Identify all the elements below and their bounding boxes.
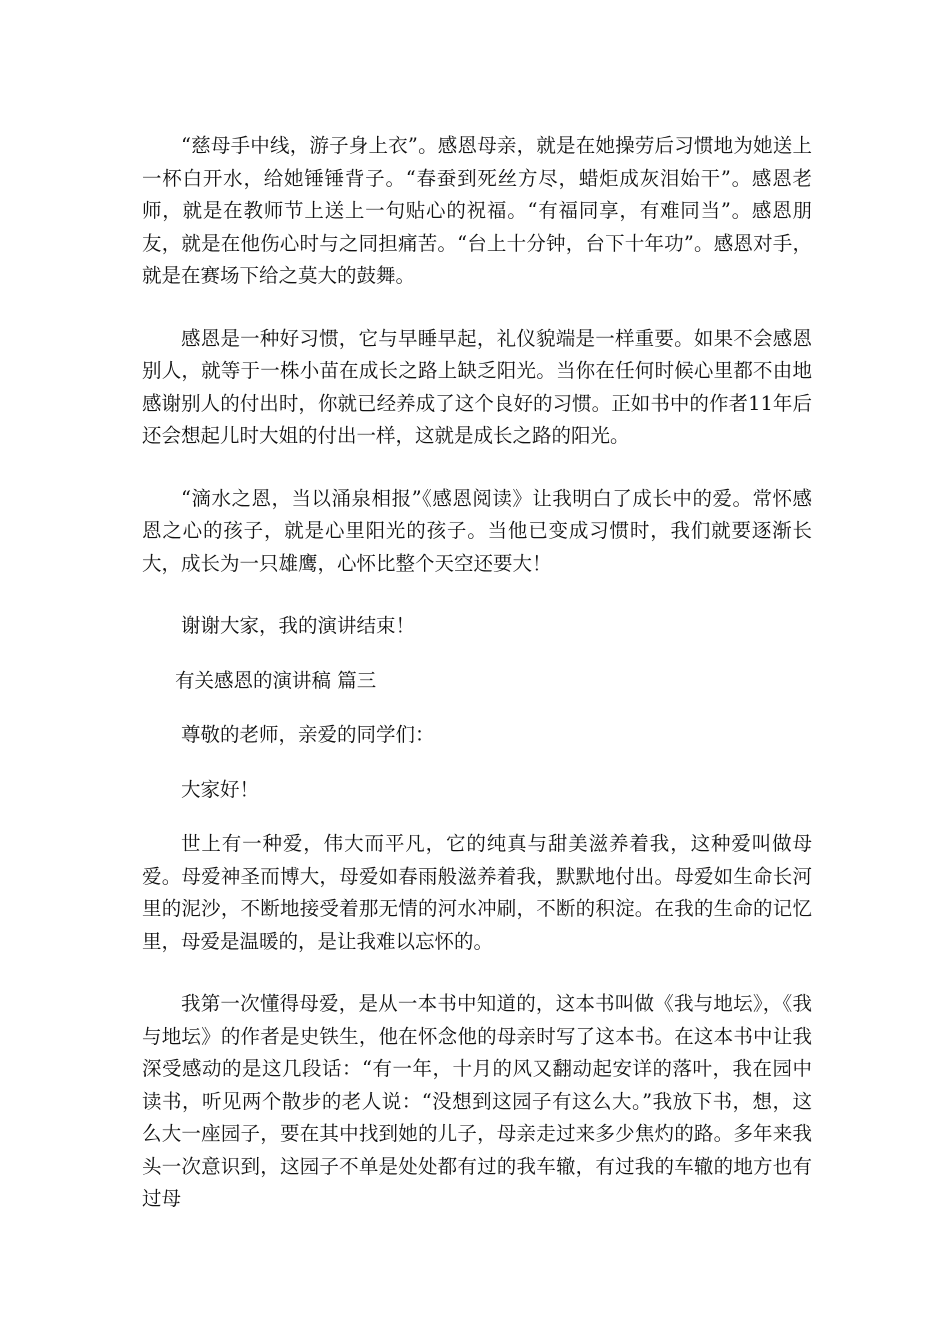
salutation: 尊敬的老师，亲爱的同学们： bbox=[181, 723, 435, 746]
section-title: 有关感恩的演讲稿 篇三 bbox=[175, 668, 377, 692]
paragraph-gratitude-conclusion: “滴水之恩，当以涌泉相报”《感恩阅读》让我明白了成长中的爱。常怀感恩之心的孩子，就是心里阳光的孩子。当他已变成习惯时，我们就要逐渐长大，成长为一只雄鹰，心怀比整个天空还要大！ bbox=[142, 486, 812, 575]
paragraph-closing-thanks: 谢谢大家，我的演讲结束！ bbox=[181, 614, 416, 637]
paragraph-gratitude-examples: “慈母手中线，游子身上衣”。感恩母亲，就是在她操劳后习惯地为她送上一杯白开水，给她锤锤背子。“春蚕到死丝方尽，蜡炬成灰泪始干”。感恩老师，就是在教师节上送上一句贴心的祝福。“有福同享，有难同当”。感恩朋友，就是在他伤心时与之同担痛苦。“台上十分钟，台下十年功”。感恩对手，就是在赛场下给之莫大的鼓舞。 bbox=[142, 134, 812, 287]
document-body bbox=[142, 130, 812, 1246]
paragraph-book-story: 我第一次懂得母爱，是从一本书中知道的，这本书叫做《我与地坛》，《我与地坛》的作者是史铁生，他在怀念他的母亲时写了这本书。在这本书中让我深受感动的是这几段话：“有一年，十月的风又翻动起安详的落叶，我在园中读书，听见两个散步的老人说：“没想到这园子有这么大。”我放下书，想，这么大一座园子，要在其中找到她的儿子，母亲走过来多少焦灼的路。多年来我头一次意识到，这园子不单是处处都有过的我车辙，有过我的车辙的地方也有过母 bbox=[142, 992, 812, 1210]
paragraph-mother-love: 世上有一种爱，伟大而平凡，它的纯真与甜美滋养着我，这种爱叫做母爱。母爱神圣而博大，母爱如春雨般滋养着我，默默地付出。母爱如生命长河里的泥沙，不断地接受着那无情的河水冲刷，不断的积淀。在我的生命的记忆里，母爱是温暖的，是让我难以忘怀的。 bbox=[142, 832, 812, 953]
greeting: 大家好！ bbox=[181, 777, 260, 801]
paragraph-gratitude-habit: 感恩是一种好习惯，它与早睡早起，礼仪貌端是一样重要。如果不会感恩别人，就等于一株小苗在成长之路上缺乏阳光。当你在任何时候心里都不由地感谢别人的付出时，你就已经养成了这个良好的习惯。正如书中的作者11年后还会想起儿时大姐的付出一样，这就是成长之路的阳光。 bbox=[142, 326, 812, 447]
